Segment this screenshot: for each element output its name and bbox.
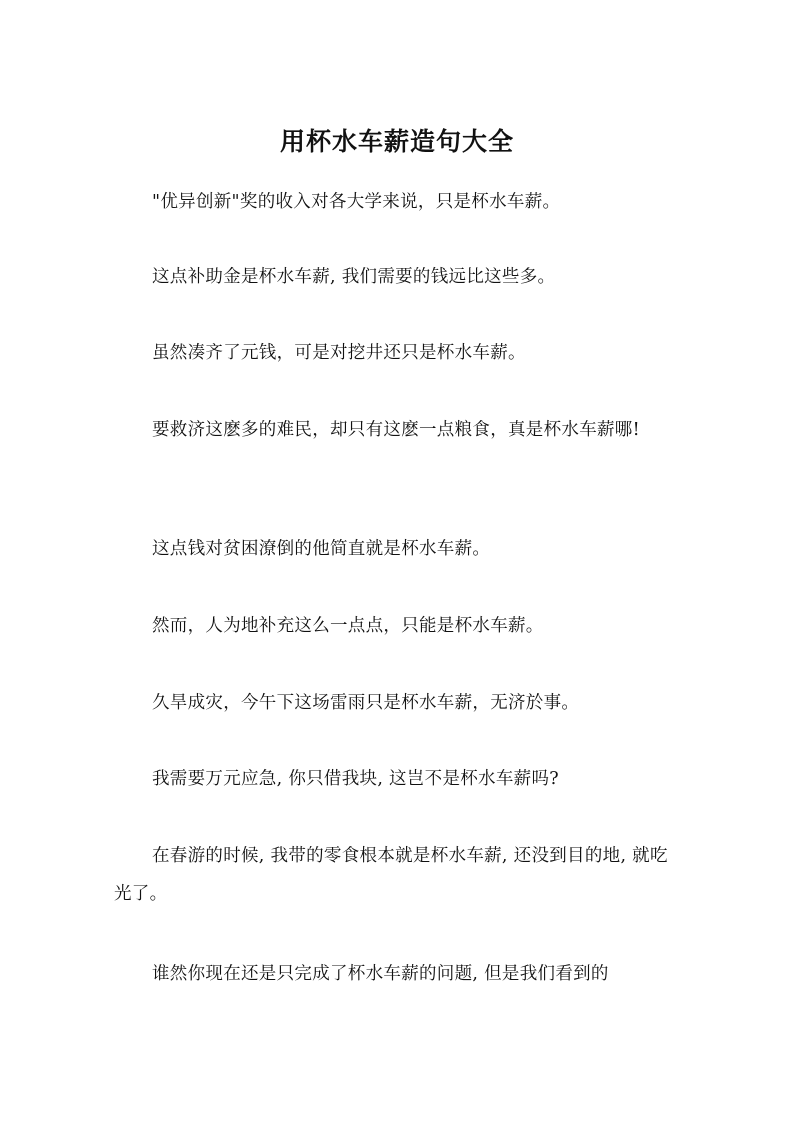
paragraph-4: 要救济这麽多的难民，却只有这麽一点粮食，真是杯水车薪哪! <box>152 420 640 440</box>
paragraph-10: 谁然你现在还是只完成了杯水车薪的问题, 但是我们看到的 <box>152 964 609 984</box>
paragraph-6: 然而，人为地补充这么一点点，只能是杯水车薪。 <box>152 616 544 636</box>
paragraph-7: 久旱成灾，今午下这场雷雨只是杯水车薪，无济於事。 <box>152 693 580 713</box>
paragraph-1: "优异创新"奖的收入对各大学来说，只是杯水车薪。 <box>152 192 561 212</box>
paragraph-5: 这点钱对贫困潦倒的他简直就是杯水车薪。 <box>152 539 491 559</box>
paragraph-9: 在春游的时候, 我带的零食根本就是杯水车薪, 还没到目的地, 就吃光了。 <box>114 846 668 904</box>
paragraph-2: 这点补助金是杯水车薪, 我们需要的钱远比这些多。 <box>152 267 556 287</box>
paragraph-3: 虽然凑齐了元钱，可是对挖井还只是杯水车薪。 <box>152 343 526 363</box>
paragraph-8: 我需要万元应急, 你只借我块, 这岂不是杯水车薪吗? <box>152 769 559 789</box>
document-title: 用杯水车薪造句大全 <box>279 127 514 156</box>
